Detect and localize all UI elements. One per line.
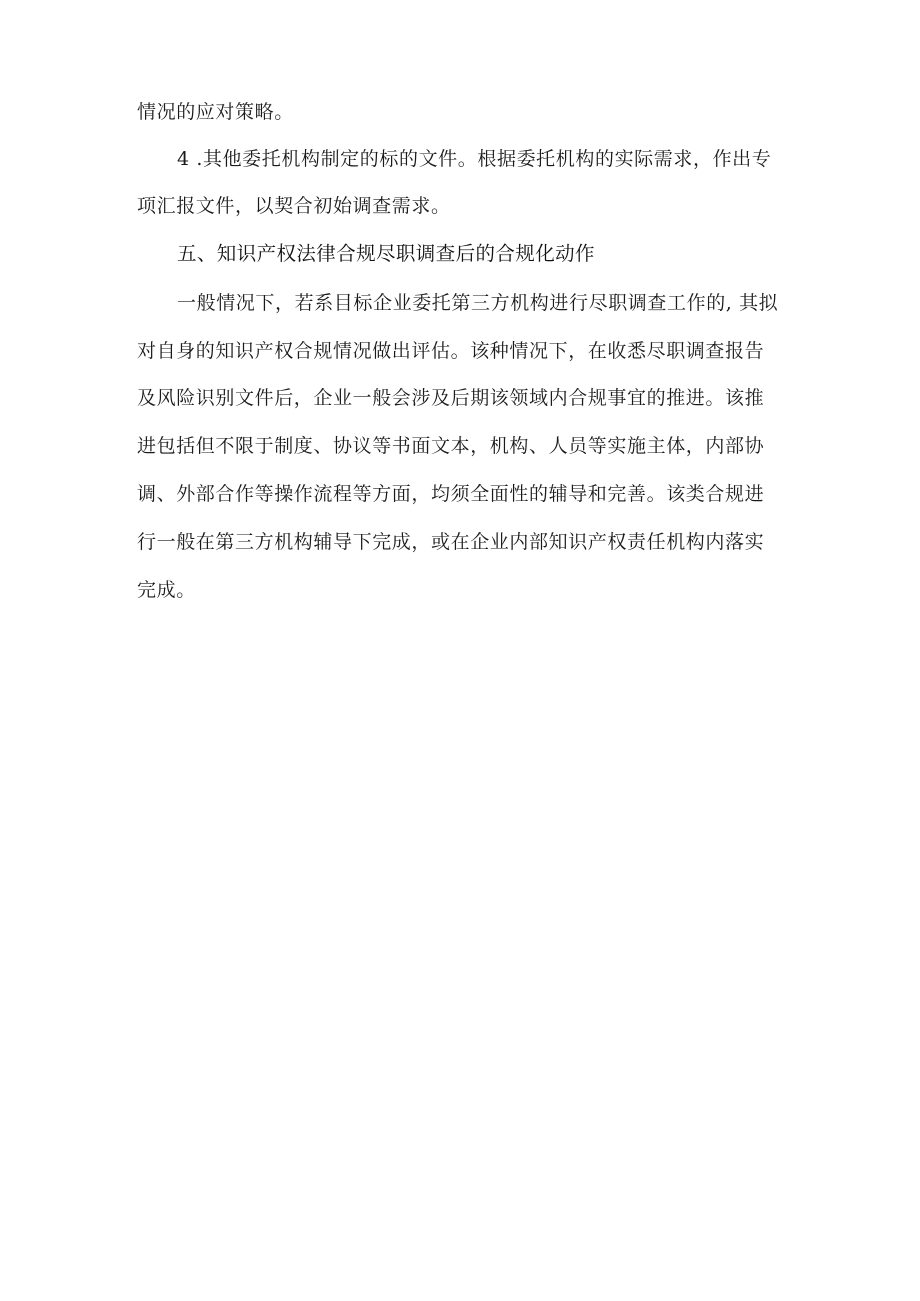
paragraph-line: 对自身的知识产权合规情况做出评估。该种情况下，在收悉尽职调查报告 <box>137 340 765 362</box>
text-line: 情况的应对策略。 <box>137 101 294 123</box>
paragraph-line: 进包括但不限于制度、协议等书面文本，机构、人员等实施主体，内部协 <box>137 435 765 457</box>
paragraph-line: 及风险识别文件后，企业一般会涉及后期该领域内合规事宜的推进。该推 <box>137 387 765 409</box>
list-item-4-line: 4 .其他委托机构制定的标的文件。根据委托机构的实际需求，作出专 <box>177 148 772 170</box>
paragraph-line: 完成。 <box>137 579 196 601</box>
paragraph-line: 一般情况下，若系目标企业委托第三方机构进行尽职调查工作的, 其拟 <box>177 292 779 314</box>
text-line: 项汇报文件，以契合初始调查需求。 <box>137 195 451 217</box>
section-heading: 五、知识产权法律合规尽职调查后的合规化动作 <box>177 242 595 265</box>
paragraph-line: 调、外部合作等操作流程等方面，均须全面性的辅导和完善。该类合规进 <box>137 483 765 505</box>
paragraph-line: 行一般在第三方机构辅导下完成，或在企业内部知识产权责任机构内落实 <box>137 531 765 553</box>
